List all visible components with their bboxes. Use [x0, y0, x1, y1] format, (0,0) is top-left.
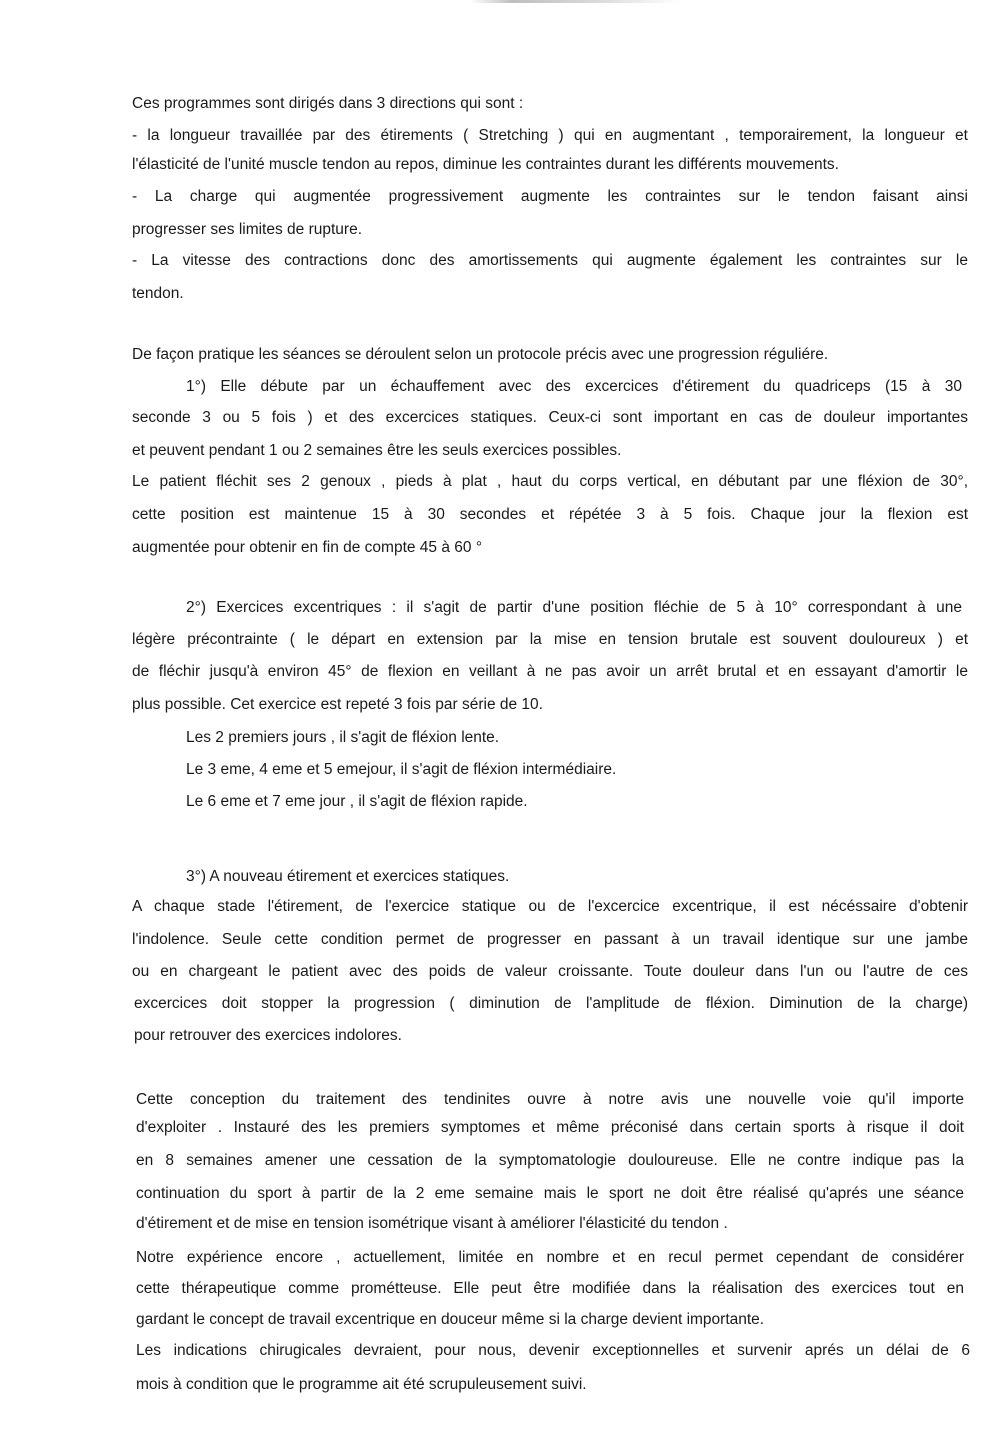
text-line: - la longueur travaillée par des étirements ( Stretching ) qui en augmentant , temporairement, la longueur et: [132, 127, 968, 144]
text-line: - La vitesse des contractions donc des amortissements qui augmente également les contraintes sur le: [132, 252, 968, 269]
text-line: et peuvent pendant 1 ou 2 semaines être les seuls exercices possibles.: [132, 442, 622, 459]
text-line: A chaque stade l'étirement, de l'exercice statique ou de l'excercice excentrique, il est nécéssaire d'obtenir: [132, 898, 968, 915]
text-line: excercices doit stopper la progression ( diminution de l'amplitude de fléxion. Diminution de la charge): [134, 995, 968, 1012]
text-line: 1°) Elle débute par un échauffement avec des excercices d'étirement du quadriceps (15 à 30: [186, 378, 962, 395]
text-line: pour retrouver des exercices indolores.: [134, 1027, 402, 1044]
text-line: Cette conception du traitement des tendinites ouvre à notre avis une nouvelle voie qu'il importe: [136, 1091, 964, 1108]
text-line: Le 6 eme et 7 eme jour , il s'agit de fléxion rapide.: [186, 793, 528, 810]
text-line: mois à condition que le programme ait été scrupuleusement suivi.: [136, 1376, 587, 1393]
text-line: augmentée pour obtenir en fin de compte 45 à 60 °: [132, 539, 483, 556]
text-line: - La charge qui augmentée progressivement augmente les contraintes sur le tendon faisant ainsi: [132, 188, 968, 205]
text-line: ou en chargeant le patient avec des poids de valeur croissante. Toute douleur dans l'un ou l'autre de ces: [132, 963, 968, 980]
text-line: cette position est maintenue 15 à 30 secondes et répétée 3 à 5 fois. Chaque jour la flexion est: [132, 506, 968, 523]
text-line: en 8 semaines amener une cessation de la symptomatologie douloureuse. Elle ne contre indique pas la: [136, 1152, 964, 1169]
text-line: continuation du sport à partir de la 2 eme semaine mais le sport ne doit être réalisé qu'aprés une séance: [136, 1185, 964, 1202]
text-line: De façon pratique les séances se déroulent selon un protocole précis avec une progression réguliére.: [132, 346, 829, 363]
text-line: l'indolence. Seule cette condition permet de progresser en passant à un travail identique sur une jambe: [132, 931, 968, 948]
text-line: Notre expérience encore , actuellement, limitée en nombre et en recul permet cependant de considérer: [136, 1249, 964, 1266]
text-line: Le 3 eme, 4 eme et 5 emejour, il s'agit de fléxion intermédiaire.: [186, 761, 617, 778]
text-line: 2°) Exercices excentriques : il s'agit de partir d'une position fléchie de 5 à 10° correspondant à une: [186, 599, 962, 616]
text-line: Les indications chirugicales devraient, pour nous, devenir exceptionnelles et survenir aprés un délai de 6: [136, 1342, 970, 1359]
text-line: cette thérapeutique comme prométteuse. Elle peut être modifiée dans la réalisation des exercices tout en: [136, 1280, 964, 1297]
text-line: plus possible. Cet exercice est repeté 3 fois par série de 10.: [132, 696, 543, 713]
text-line: de fléchir jusqu'à environ 45° de flexion en veillant à ne pas avoir un arrêt brutal et en essayant d'amortir le: [132, 663, 968, 680]
text-line: seconde 3 ou 5 fois ) et des excercices statiques. Ceux-ci sont important en cas de douleur importantes: [132, 409, 968, 426]
scan-artifact: [470, 0, 680, 3]
text-line: Ces programmes sont dirigés dans 3 directions qui sont :: [132, 95, 524, 112]
text-line: 3°) A nouveau étirement et exercices statiques.: [186, 868, 510, 885]
text-line: légère précontrainte ( le départ en extension par la mise en tension brutale est souvent douloureux ) et: [132, 631, 968, 648]
text-line: l'élasticité de l'unité muscle tendon au repos, diminue les contraintes durant les différents mouvements.: [132, 156, 839, 173]
text-line: Les 2 premiers jours , il s'agit de fléxion lente.: [186, 729, 500, 746]
text-line: gardant le concept de travail excentrique en douceur même si la charge devient importante.: [136, 1311, 765, 1328]
text-line: d'étirement et de mise en tension isométrique visant à améliorer l'élasticité du tendon .: [136, 1215, 728, 1232]
text-line: tendon.: [132, 285, 184, 302]
text-line: d'exploiter . Instauré des les premiers symptomes et même préconisé dans certain sports à risque il doit: [136, 1119, 964, 1136]
text-line: Le patient fléchit ses 2 genoux , pieds à plat , haut du corps vertical, en débutant par une fléxion de 30°,: [132, 473, 968, 490]
text-line: progresser ses limites de rupture.: [132, 221, 363, 238]
